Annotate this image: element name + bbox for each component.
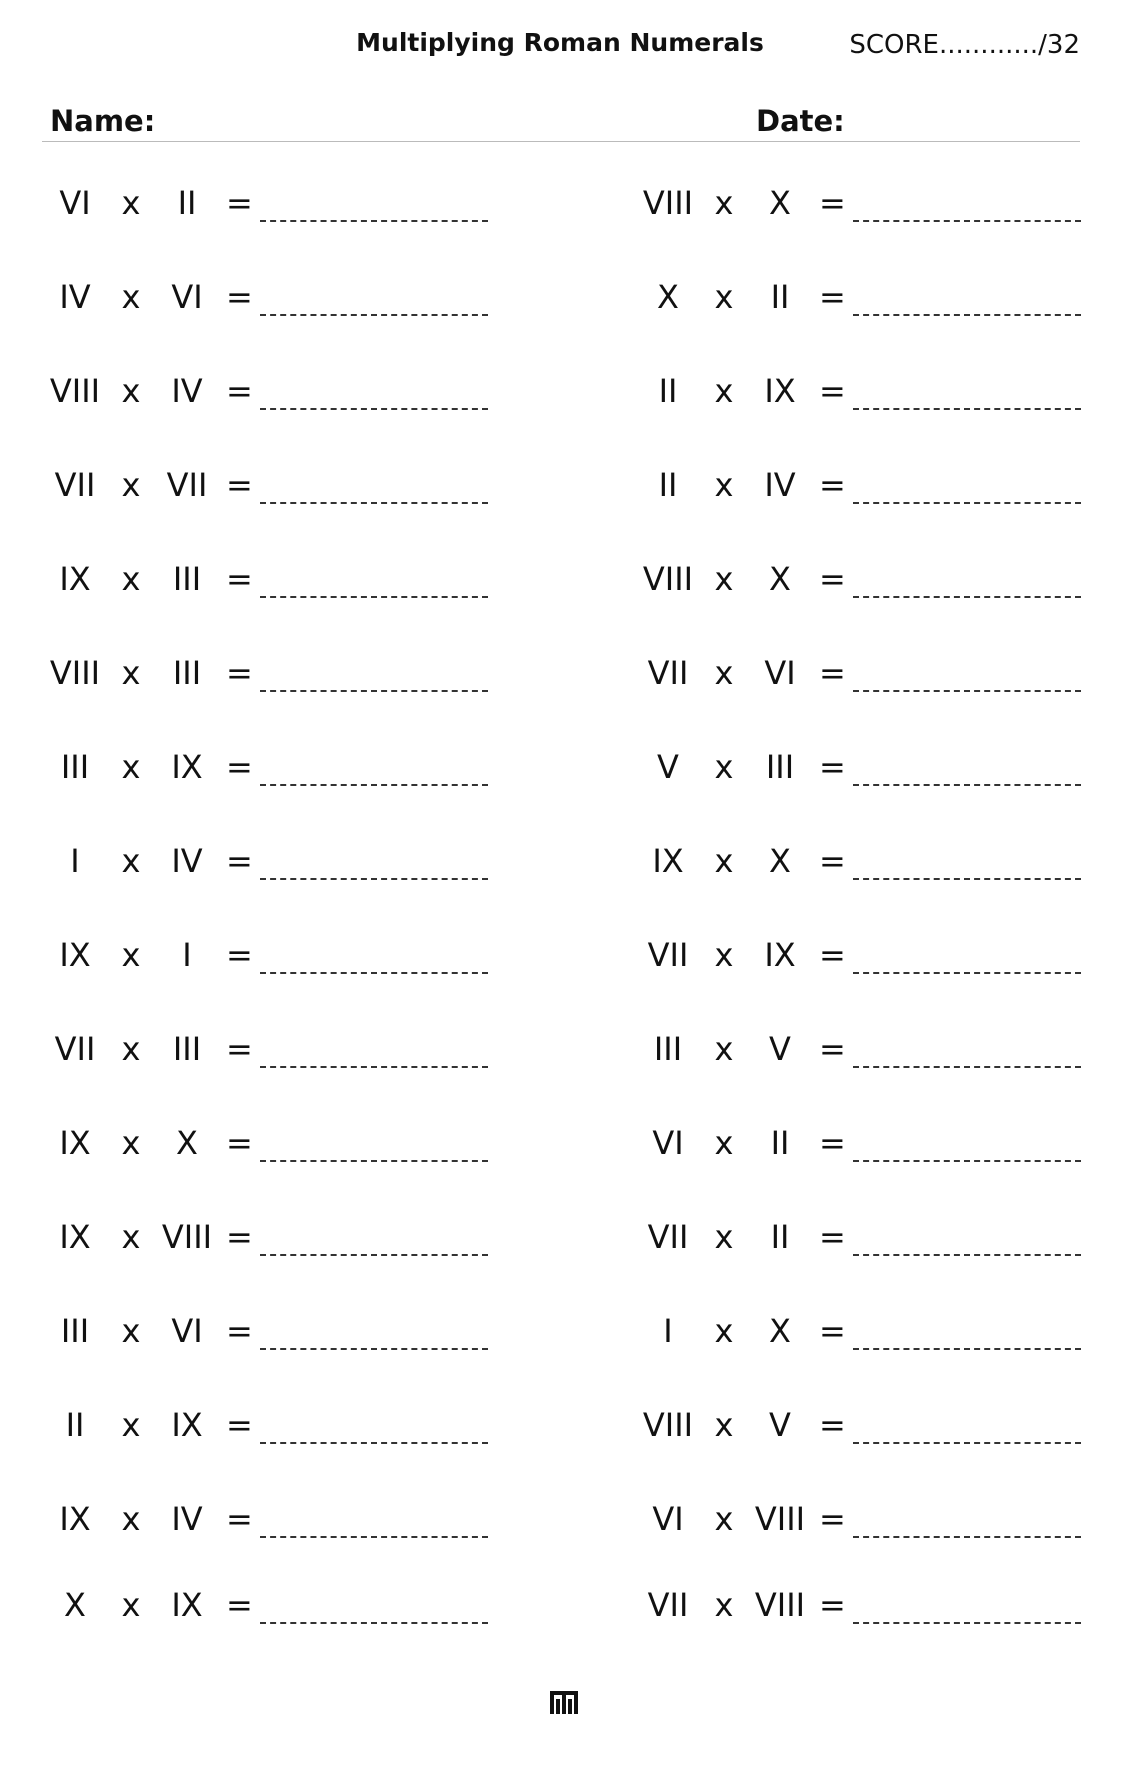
- equals-sign: =: [819, 1406, 846, 1444]
- second-operand: V: [769, 1406, 791, 1444]
- answer-blank[interactable]: [260, 784, 488, 786]
- multiply-sign: x: [714, 654, 734, 692]
- problem-row: [40, 654, 500, 702]
- second-operand: X: [769, 1312, 791, 1350]
- multiply-sign: x: [714, 936, 734, 974]
- first-operand: VII: [54, 466, 96, 504]
- multiply-sign: x: [121, 1586, 141, 1624]
- first-operand: IX: [652, 842, 684, 880]
- first-operand: IX: [59, 1124, 91, 1162]
- first-operand: IX: [59, 1500, 91, 1538]
- equals-sign: =: [819, 184, 846, 222]
- answer-blank[interactable]: [260, 220, 488, 222]
- equals-sign: =: [819, 1030, 846, 1068]
- date-label: Date:: [756, 104, 845, 138]
- answer-blank[interactable]: [260, 1442, 488, 1444]
- answer-blank[interactable]: [260, 690, 488, 692]
- second-operand: V: [769, 1030, 791, 1068]
- equals-sign: =: [819, 466, 846, 504]
- second-operand: IV: [171, 1500, 203, 1538]
- equals-sign: =: [226, 560, 253, 598]
- answer-blank[interactable]: [853, 408, 1081, 410]
- second-operand: III: [765, 748, 795, 786]
- answer-blank[interactable]: [853, 596, 1081, 598]
- multiply-sign: x: [121, 1124, 141, 1162]
- first-operand: IX: [59, 560, 91, 598]
- equals-sign: =: [226, 184, 253, 222]
- multiply-sign: x: [714, 1500, 734, 1538]
- problem-row: [40, 842, 500, 890]
- problem-row: [40, 1124, 500, 1172]
- answer-blank[interactable]: [260, 878, 488, 880]
- equals-sign: =: [819, 1586, 846, 1624]
- equals-sign: =: [226, 1124, 253, 1162]
- first-operand: I: [663, 1312, 673, 1350]
- brand-logo-icon: [550, 1690, 578, 1716]
- equals-sign: =: [819, 936, 846, 974]
- first-operand: VIII: [642, 184, 694, 222]
- multiply-sign: x: [714, 748, 734, 786]
- first-operand: VII: [647, 1586, 689, 1624]
- equals-sign: =: [226, 936, 253, 974]
- second-operand: VII: [166, 466, 208, 504]
- equals-sign: =: [819, 748, 846, 786]
- multiply-sign: x: [121, 1406, 141, 1444]
- first-operand: VI: [652, 1500, 684, 1538]
- answer-blank[interactable]: [260, 1160, 488, 1162]
- second-operand: II: [770, 1218, 790, 1256]
- problem-row: [633, 1586, 1093, 1634]
- second-operand: II: [177, 184, 197, 222]
- multiply-sign: x: [714, 466, 734, 504]
- problem-column-right: [633, 0, 1093, 1772]
- name-label: Name:: [50, 104, 156, 138]
- problem-row: [633, 184, 1093, 232]
- first-operand: IX: [59, 1218, 91, 1256]
- multiply-sign: x: [121, 1312, 141, 1350]
- equals-sign: =: [226, 1406, 253, 1444]
- answer-blank[interactable]: [853, 784, 1081, 786]
- answer-blank[interactable]: [260, 1066, 488, 1068]
- score-field: SCORE............/32: [849, 30, 1080, 60]
- second-operand: IX: [764, 936, 796, 974]
- problem-row: [40, 1218, 500, 1266]
- multiply-sign: x: [121, 842, 141, 880]
- problem-row: [633, 1500, 1093, 1548]
- problem-row: [40, 278, 500, 326]
- multiply-sign: x: [714, 1030, 734, 1068]
- first-operand: VI: [652, 1124, 684, 1162]
- answer-blank[interactable]: [260, 1254, 488, 1256]
- answer-blank[interactable]: [260, 1348, 488, 1350]
- problem-row: [633, 1312, 1093, 1360]
- problem-row: [633, 278, 1093, 326]
- problem-row: [40, 748, 500, 796]
- second-operand: X: [769, 560, 791, 598]
- equals-sign: =: [226, 654, 253, 692]
- multiply-sign: x: [121, 654, 141, 692]
- answer-blank[interactable]: [260, 1536, 488, 1538]
- answer-blank[interactable]: [853, 1442, 1081, 1444]
- answer-blank[interactable]: [260, 596, 488, 598]
- multiply-sign: x: [121, 1218, 141, 1256]
- second-operand: II: [770, 1124, 790, 1162]
- problem-row: [633, 936, 1093, 984]
- second-operand: IV: [171, 372, 203, 410]
- problem-row: [633, 560, 1093, 608]
- equals-sign: =: [819, 560, 846, 598]
- second-operand: VIII: [754, 1586, 806, 1624]
- equals-sign: =: [226, 466, 253, 504]
- multiply-sign: x: [121, 372, 141, 410]
- multiply-sign: x: [121, 1500, 141, 1538]
- answer-blank[interactable]: [853, 1536, 1081, 1538]
- first-operand: VII: [647, 936, 689, 974]
- second-operand: VIII: [754, 1500, 806, 1538]
- second-operand: IX: [171, 1406, 203, 1444]
- second-operand: X: [769, 842, 791, 880]
- first-operand: VII: [647, 654, 689, 692]
- first-operand: III: [60, 748, 90, 786]
- equals-sign: =: [226, 842, 253, 880]
- equals-sign: =: [226, 1500, 253, 1538]
- first-operand: II: [658, 466, 678, 504]
- first-operand: VIII: [49, 654, 101, 692]
- problem-row: [40, 1312, 500, 1360]
- problem-row: [40, 1586, 500, 1634]
- problem-row: [40, 936, 500, 984]
- answer-blank[interactable]: [260, 972, 488, 974]
- first-operand: VIII: [49, 372, 101, 410]
- second-operand: III: [172, 654, 202, 692]
- second-operand: VI: [171, 278, 203, 316]
- multiply-sign: x: [714, 560, 734, 598]
- answer-blank[interactable]: [853, 1160, 1081, 1162]
- second-operand: VI: [764, 654, 796, 692]
- problem-row: [40, 1030, 500, 1078]
- first-operand: V: [657, 748, 679, 786]
- multiply-sign: x: [714, 842, 734, 880]
- equals-sign: =: [819, 842, 846, 880]
- equals-sign: =: [226, 748, 253, 786]
- first-operand: IV: [59, 278, 91, 316]
- answer-blank[interactable]: [853, 972, 1081, 974]
- problem-row: [40, 372, 500, 420]
- second-operand: III: [172, 560, 202, 598]
- answer-blank[interactable]: [853, 502, 1081, 504]
- equals-sign: =: [819, 654, 846, 692]
- problem-row: [633, 842, 1093, 890]
- second-operand: VIII: [161, 1218, 213, 1256]
- multiply-sign: x: [714, 1218, 734, 1256]
- equals-sign: =: [226, 1030, 253, 1068]
- equals-sign: =: [819, 1124, 846, 1162]
- problem-row: [633, 1406, 1093, 1454]
- second-operand: VI: [171, 1312, 203, 1350]
- first-operand: III: [60, 1312, 90, 1350]
- answer-blank[interactable]: [853, 690, 1081, 692]
- multiply-sign: x: [714, 1586, 734, 1624]
- problem-row: [633, 654, 1093, 702]
- answer-blank[interactable]: [853, 1348, 1081, 1350]
- first-operand: VII: [647, 1218, 689, 1256]
- problem-row: [633, 748, 1093, 796]
- problem-row: [633, 1124, 1093, 1172]
- equals-sign: =: [226, 278, 253, 316]
- first-operand: VIII: [642, 1406, 694, 1444]
- multiply-sign: x: [714, 1406, 734, 1444]
- multiply-sign: x: [714, 1124, 734, 1162]
- equals-sign: =: [226, 1312, 253, 1350]
- first-operand: IX: [59, 936, 91, 974]
- first-operand: VIII: [642, 560, 694, 598]
- answer-blank[interactable]: [853, 314, 1081, 316]
- second-operand: II: [770, 278, 790, 316]
- problem-row: [40, 1406, 500, 1454]
- equals-sign: =: [226, 1586, 253, 1624]
- multiply-sign: x: [714, 278, 734, 316]
- second-operand: I: [182, 936, 192, 974]
- answer-blank[interactable]: [853, 878, 1081, 880]
- first-operand: VII: [54, 1030, 96, 1068]
- multiply-sign: x: [121, 748, 141, 786]
- problem-row: [633, 466, 1093, 514]
- multiply-sign: x: [121, 1030, 141, 1068]
- answer-blank[interactable]: [260, 1622, 488, 1624]
- answer-blank[interactable]: [853, 1254, 1081, 1256]
- first-operand: VI: [59, 184, 91, 222]
- first-operand: III: [653, 1030, 683, 1068]
- equals-sign: =: [819, 278, 846, 316]
- first-operand: II: [65, 1406, 85, 1444]
- answer-blank[interactable]: [853, 1066, 1081, 1068]
- first-operand: II: [658, 372, 678, 410]
- multiply-sign: x: [121, 560, 141, 598]
- first-operand: I: [70, 842, 80, 880]
- multiply-sign: x: [714, 184, 734, 222]
- multiply-sign: x: [121, 936, 141, 974]
- second-operand: IX: [764, 372, 796, 410]
- second-operand: III: [172, 1030, 202, 1068]
- multiply-sign: x: [121, 184, 141, 222]
- multiply-sign: x: [121, 466, 141, 504]
- problem-column-left: [40, 0, 500, 1772]
- answer-blank[interactable]: [260, 408, 488, 410]
- second-operand: IX: [171, 748, 203, 786]
- problem-row: [40, 184, 500, 232]
- equals-sign: =: [226, 372, 253, 410]
- answer-blank[interactable]: [260, 314, 488, 316]
- problem-row: [40, 1500, 500, 1548]
- multiply-sign: x: [714, 372, 734, 410]
- problem-row: [40, 466, 500, 514]
- equals-sign: =: [226, 1218, 253, 1256]
- second-operand: X: [769, 184, 791, 222]
- answer-blank[interactable]: [853, 220, 1081, 222]
- first-operand: X: [64, 1586, 86, 1624]
- problem-row: [633, 1218, 1093, 1266]
- second-operand: IX: [171, 1586, 203, 1624]
- page-title: Multiplying Roman Numerals: [356, 28, 764, 57]
- first-operand: X: [657, 278, 679, 316]
- problem-row: [633, 1030, 1093, 1078]
- problem-row: [633, 372, 1093, 420]
- answer-blank[interactable]: [260, 502, 488, 504]
- answer-blank[interactable]: [853, 1622, 1081, 1624]
- equals-sign: =: [819, 1312, 846, 1350]
- problem-row: [40, 560, 500, 608]
- equals-sign: =: [819, 372, 846, 410]
- multiply-sign: x: [121, 278, 141, 316]
- multiply-sign: x: [714, 1312, 734, 1350]
- second-operand: X: [176, 1124, 198, 1162]
- equals-sign: =: [819, 1218, 846, 1256]
- equals-sign: =: [819, 1500, 846, 1538]
- second-operand: IV: [171, 842, 203, 880]
- second-operand: IV: [764, 466, 796, 504]
